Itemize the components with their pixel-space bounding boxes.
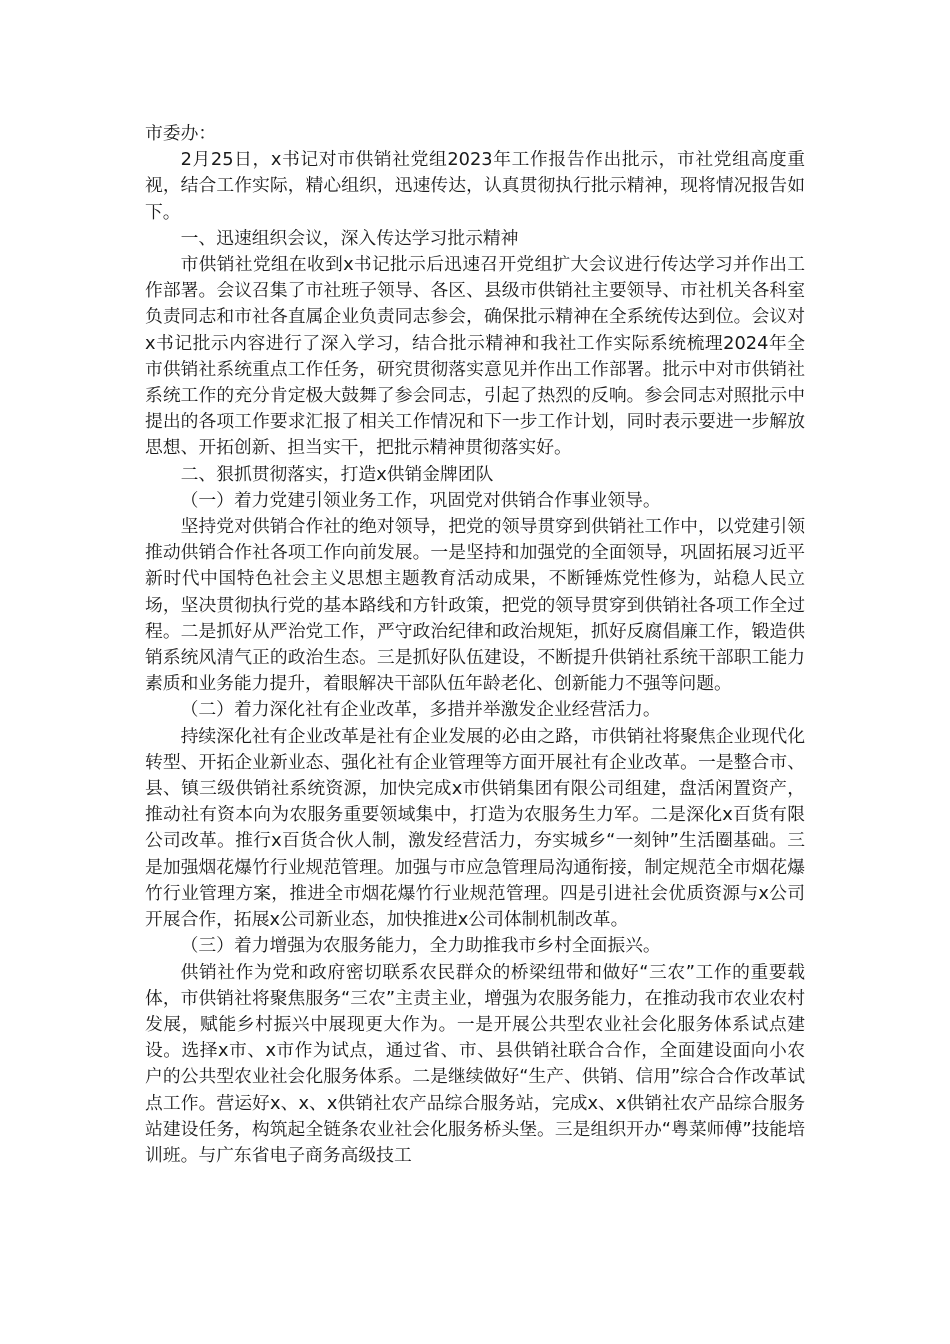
subsection-2-paragraph: 持续深化社有企业改革是社有企业发展的必由之路，市供销社将聚焦企业现代化转型、开拓企业新业态、强化社有企业管理等方面开展社有企业改革。一是整合市、县、镇三级供销社系统资源，加快完成x市供销集团有限公司组建，盘活闲置资产，推动社有资本向为农服务重要领域集中，打造为农服务生力军。二是深化x百货有限公司改革。推行x百货合伙人制，激发经营活力，夯实城乡“一刻钟”生活圈基础。三是加强烟花爆竹行业规范管理。加强与市应急管理局沟通衔接，制定规范全市烟花爆竹行业管理方案，推进全市烟花爆竹行业规范管理。四是引进社会优质资源与x公司开展合作，拓展x公司新业态，加快推进x公司体制机制改革。 xyxy=(145,725,805,931)
section-1-heading: 一、迅速组织会议，深入传达学习批示精神 xyxy=(180,227,519,249)
subsection-1-paragraph: 坚持党对供销合作社的绝对领导，把党的领导贯穿到供销社工作中，以党建引领推动供销合作社各项工作向前发展。一是坚持和加强党的全面领导，巩固拓展习近平新时代中国特色社会主义思想主题教育活动成果，不断锤炼党性修为，站稳人民立场，坚决贯彻执行党的基本路线和方针政策，把党的领导贯穿到供销社各项工作全过程。二是抓好从严治党工作，严守政治纪律和政治规矩，抓好反腐倡廉工作，锻造供销系统风清气正的政治生态。三是抓好队伍建设，不断提升供销社系统干部职工能力素质和业务能力提升，着眼解决干部队伍年龄老化、创新能力不强等问题。 xyxy=(145,516,805,695)
document-page xyxy=(145,121,805,1169)
subsection-2-heading: （二）着力深化社有企业改革，多措并举激发企业经营活力。 xyxy=(180,699,661,721)
salutation: 市委办： xyxy=(145,123,217,144)
section-2-heading: 二、狠抓贯彻落实，打造x供销金牌团队 xyxy=(180,463,494,485)
intro-paragraph: 2月25日，x书记对市供销社党组2023年工作报告作出批示，市社党组高度重视，结合工作实际，精心组织，迅速传达，认真贯彻执行批示精神，现将情况报告如下。 xyxy=(145,149,805,223)
subsection-3-heading: （三）着力增强为农服务能力，全力助推我市乡村全面振兴。 xyxy=(180,935,661,957)
subsection-3-paragraph: 供销社作为党和政府密切联系农民群众的桥梁纽带和做好“三农”工作的重要载体，市供销社将聚焦服务“三农”主责主业，增强为农服务能力，在推动我市农业农村发展，赋能乡村振兴中展现更大作为。一是开展公共型农业社会化服务体系试点建设。选择x市、x市作为试点，通过省、市、县供销社联合合作，全面建设面向小农户的公共型农业社会化服务体系。二是继续做好“生产、供销、信用”综合合作改革试点工作。营运好x、x、x供销社农产品综合服务站，完成x、x供销社农产品综合服务站建设任务，构筑起全链条农业社会化服务桥头堡。三是组织开办“粤菜师傅”技能培训班。与广东省电子商务高级技工 xyxy=(145,961,805,1166)
subsection-1-heading: （一）着力党建引领业务工作，巩固党对供销合作事业领导。 xyxy=(180,489,661,511)
section-1-paragraph: 市供销社党组在收到x书记批示后迅速召开党组扩大会议进行传达学习并作出工作部署。会议召集了市社班子领导、各区、县级市供销社主要领导、市社机关各科室负责同志和市社各直属企业负责同志参会，确保批示精神在全系统传达到位。会议对x书记批示内容进行了深入学习，结合批示精神和我社工作实际系统梳理2024年全市供销社系统重点工作任务，研究贯彻落实意见并作出工作部署。批示中对市供销社系统工作的充分肯定极大鼓舞了参会同志，引起了热烈的反响。参会同志对照批示中提出的各项工作要求汇报了相关工作情况和下一步工作计划，同时表示要进一步解放思想、开拓创新、担当实干，把批示精神贯彻落实好。 xyxy=(145,254,805,459)
